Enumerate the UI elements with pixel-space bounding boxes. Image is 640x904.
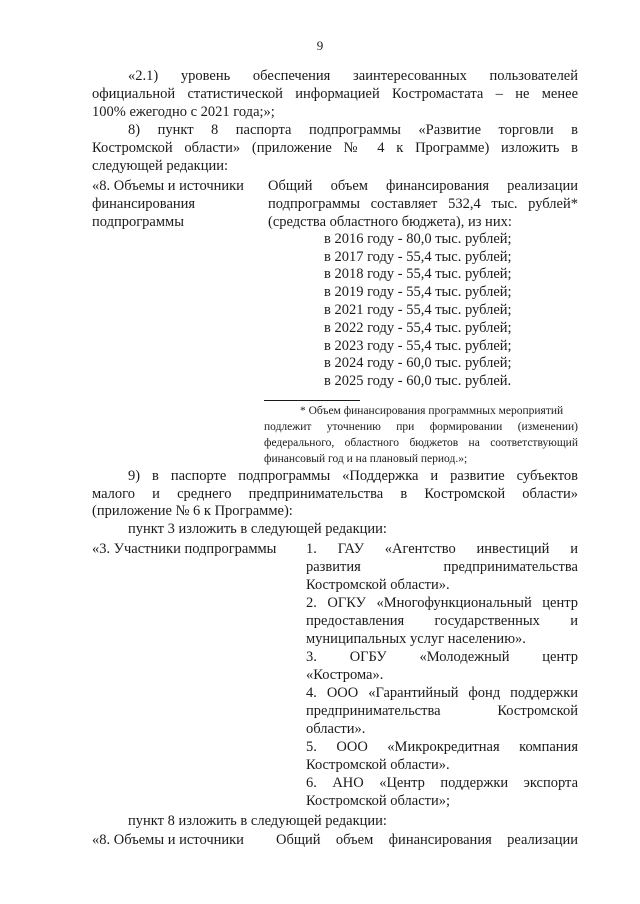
year-amount: в 2022 году - 55,4 тыс. рублей; bbox=[324, 320, 512, 336]
text-line: малого и среднего предпринимательства в Костромской области» bbox=[92, 486, 578, 502]
table-right-cell: подпрограммы составляет 532,4 тыс. рублей* bbox=[268, 196, 578, 212]
footnote-rule bbox=[264, 400, 360, 401]
participant-line: 5. ООО «Микрокредитная компания bbox=[306, 739, 578, 755]
text-line: Костромской области» (приложение № 4 к Программе) изложить в bbox=[92, 140, 578, 156]
text-line: (приложение № 6 к Программе): bbox=[92, 503, 293, 519]
page-number: 9 bbox=[316, 38, 324, 53]
table-right-cell: Общий объем финансирования реализации bbox=[276, 832, 578, 848]
participant-line: области». bbox=[306, 721, 366, 737]
text-line: 9) в паспорте подпрограммы «Поддержка и развитие субъектов bbox=[128, 468, 578, 484]
footnote-line: федерального, областного бюджетов на соответствующий bbox=[264, 437, 578, 449]
year-amount: в 2016 году - 80,0 тыс. рублей; bbox=[324, 231, 512, 247]
text-line: 100% ежегодно с 2021 года;»; bbox=[92, 104, 275, 120]
text-line: «2.1) уровень обеспечения заинтересованных пользователей bbox=[128, 68, 578, 84]
participant-line: Костромской области»; bbox=[306, 793, 451, 809]
participant-line: предпринимательства Костромской bbox=[306, 703, 578, 719]
participant-line: Костромской области». bbox=[306, 757, 450, 773]
table-left-cell: «3. Участники подпрограммы bbox=[92, 541, 277, 557]
text-line: пункт 8 изложить в следующей редакции: bbox=[128, 813, 387, 829]
text-line: официальной статистической информацией Костромастата – не менее bbox=[92, 86, 578, 102]
year-amount: в 2017 году - 55,4 тыс. рублей; bbox=[324, 249, 512, 265]
table-left-cell: «8. Объемы и источники bbox=[92, 178, 244, 194]
footnote-line: финансовый год и на плановый период.»; bbox=[264, 453, 468, 465]
year-amount: в 2019 году - 55,4 тыс. рублей; bbox=[324, 284, 512, 300]
participant-line: 4. ООО «Гарантийный фонд поддержки bbox=[306, 685, 578, 701]
footnote-line: * Объем финансирования программных мероприятий bbox=[300, 405, 564, 417]
table-left-cell: «8. Объемы и источники bbox=[92, 832, 244, 848]
participant-line: 6. АНО «Центр поддержки экспорта bbox=[306, 775, 578, 791]
participant-line: «Кострома». bbox=[306, 667, 384, 683]
text-line: 8) пункт 8 паспорта подпрограммы «Развитие торговли в bbox=[128, 122, 578, 138]
year-amount: в 2025 году - 60,0 тыс. рублей. bbox=[324, 373, 512, 389]
table-left-cell: финансирования bbox=[92, 196, 196, 212]
year-amount: в 2024 году - 60,0 тыс. рублей; bbox=[324, 355, 512, 371]
table-left-cell: подпрограммы bbox=[92, 214, 184, 230]
participant-line: развития предпринимательства bbox=[306, 559, 578, 575]
participant-line: предоставления государственных и bbox=[306, 613, 578, 629]
participant-line: Костромской области». bbox=[306, 577, 450, 593]
participant-line: 3. ОГБУ «Молодежный центр bbox=[306, 649, 578, 665]
year-amount: в 2023 году - 55,4 тыс. рублей; bbox=[324, 338, 512, 354]
year-amount: в 2021 году - 55,4 тыс. рублей; bbox=[324, 302, 512, 318]
participant-line: 2. ОГКУ «Многофункциональный центр bbox=[306, 595, 578, 611]
table-right-cell: Общий объем финансирования реализации bbox=[268, 178, 578, 194]
participant-line: муниципальных услуг населению». bbox=[306, 631, 526, 647]
table-right-cell: (средства областного бюджета), из них: bbox=[268, 214, 512, 230]
year-amount: в 2018 году - 55,4 тыс. рублей; bbox=[324, 266, 512, 282]
footnote-line: подлежит уточнению при формировании (изменении) bbox=[264, 421, 578, 433]
text-line: следующей редакции: bbox=[92, 158, 229, 174]
text-line: пункт 3 изложить в следующей редакции: bbox=[128, 521, 387, 537]
participant-line: 1. ГАУ «Агентство инвестиций и bbox=[306, 541, 578, 557]
